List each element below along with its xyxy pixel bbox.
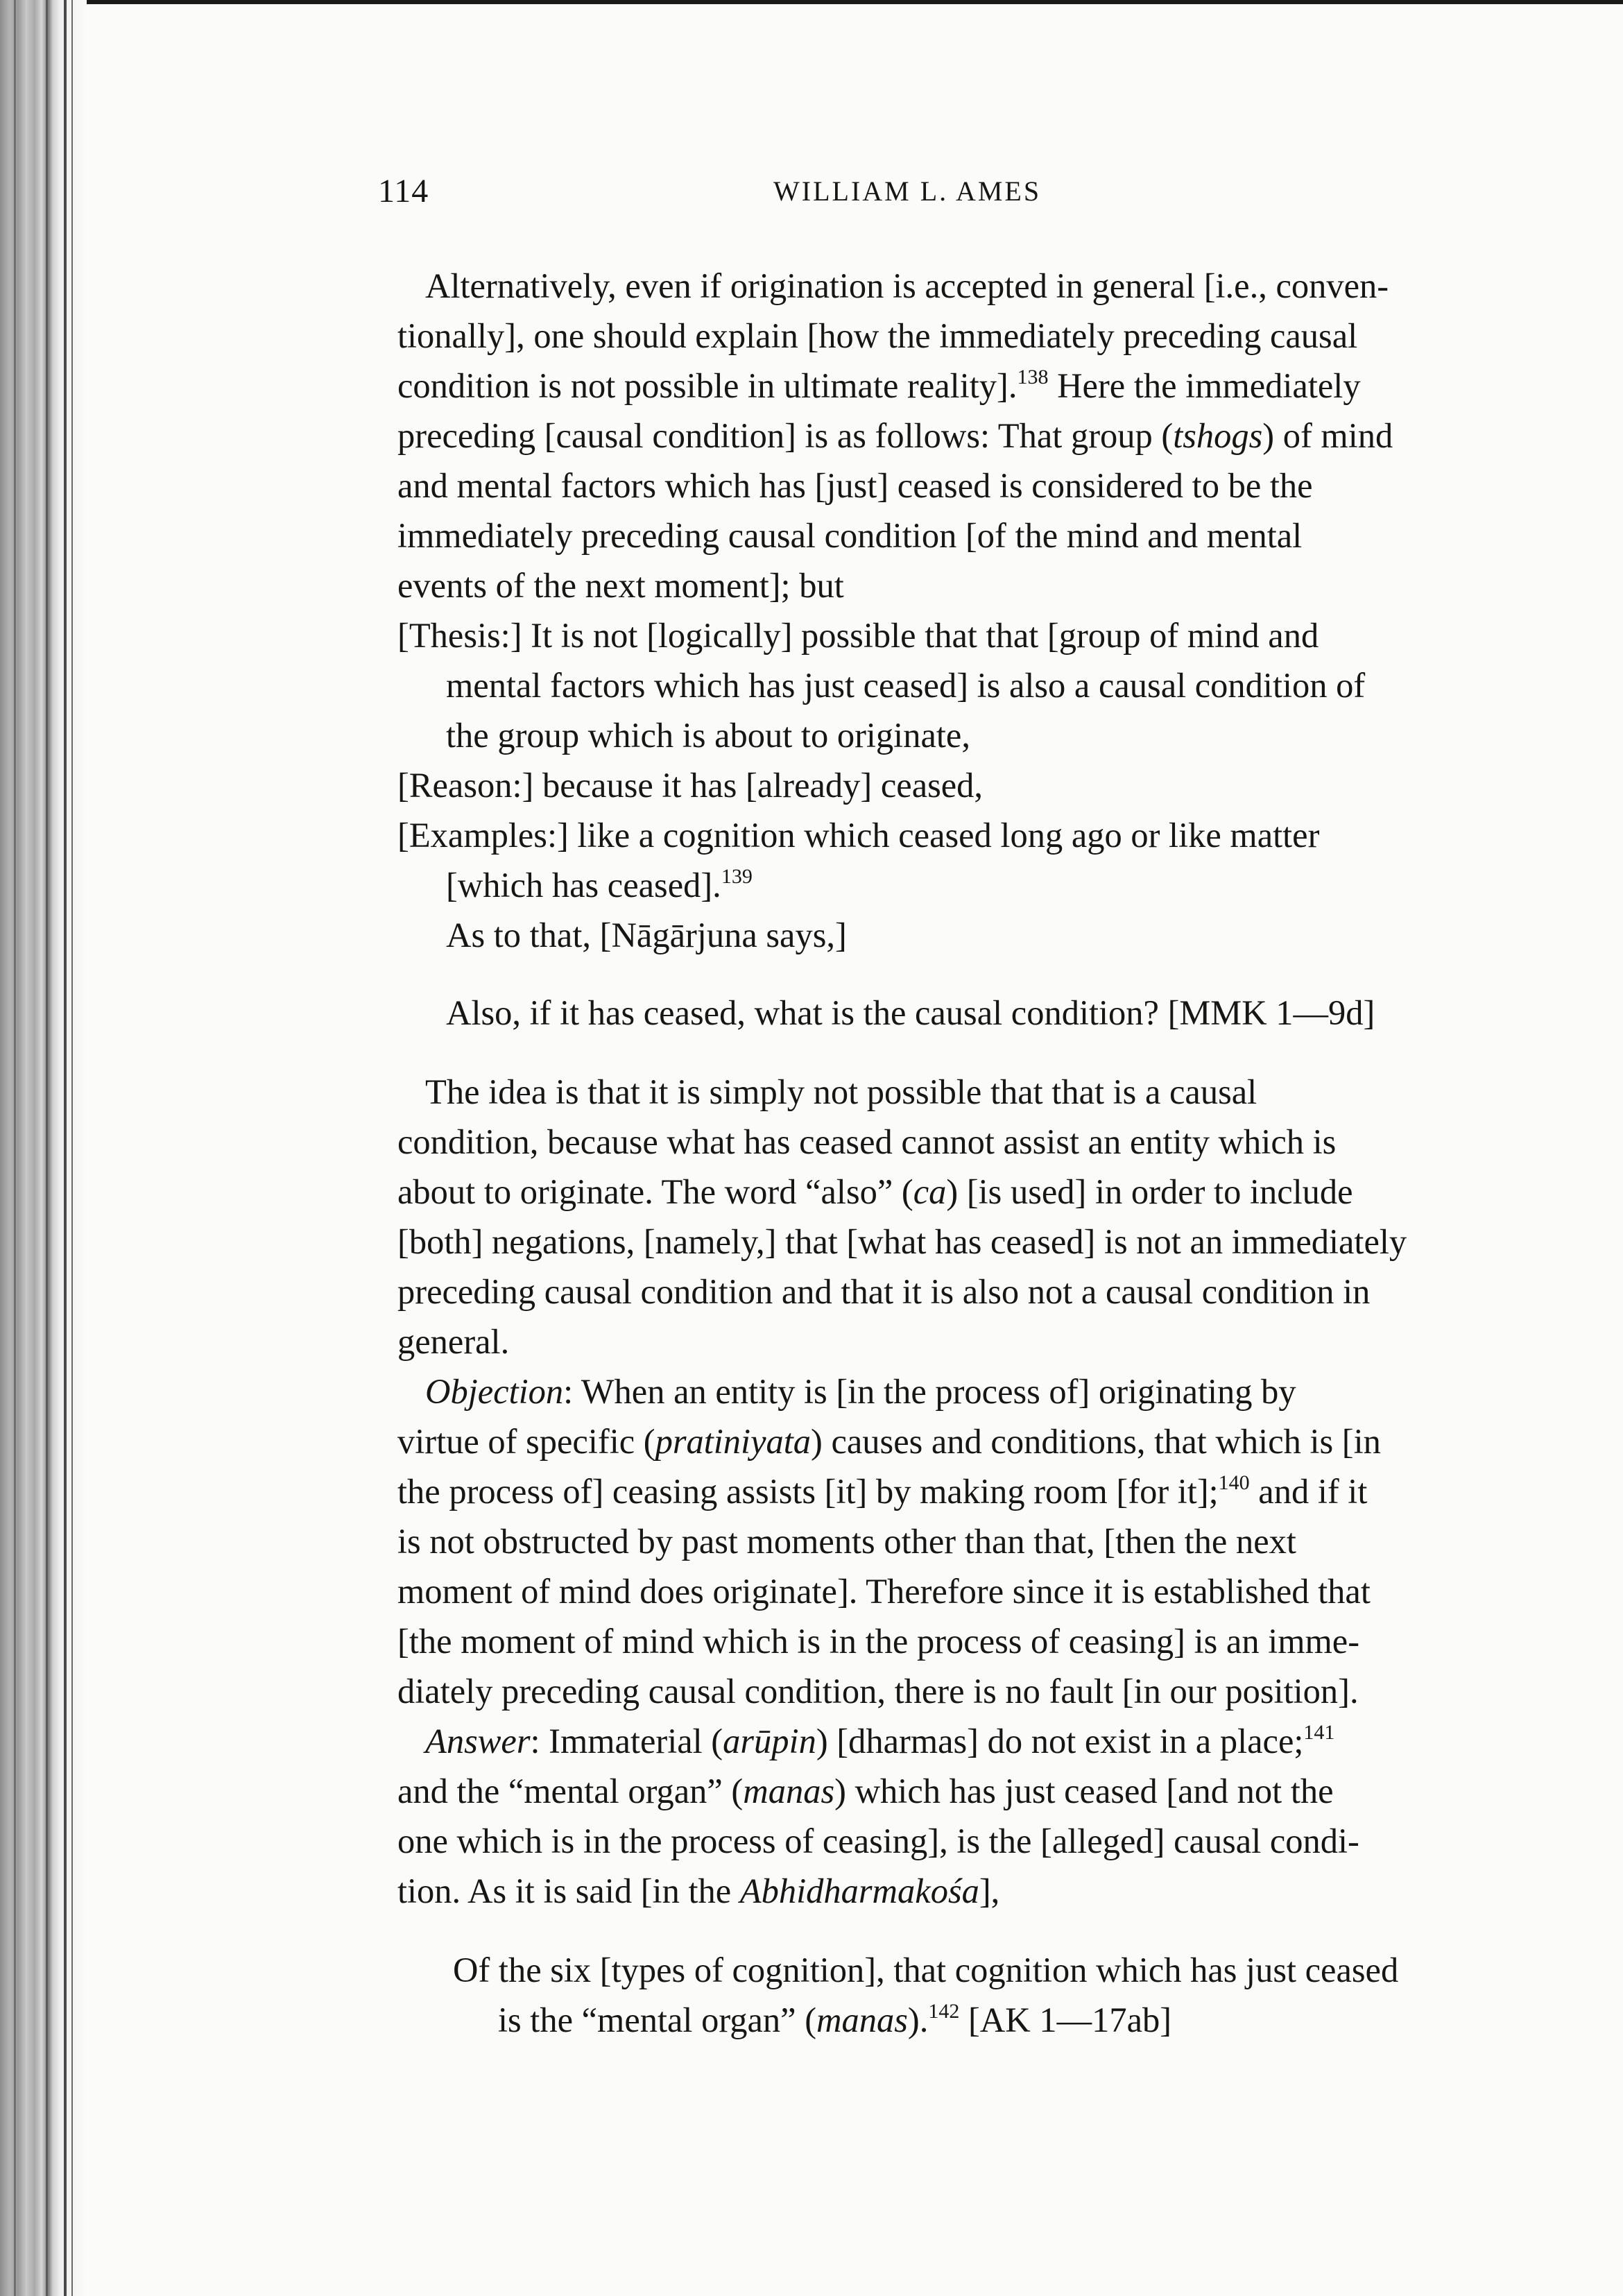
footnote-ref-138: 138 xyxy=(1017,366,1049,388)
text-line: tionally], one should explain [how the immediately preceding causal xyxy=(397,316,1358,355)
binding-line xyxy=(64,0,67,2296)
thesis-line: the group which is about to originate, xyxy=(446,716,970,755)
term-arupin: arūpin xyxy=(723,1722,816,1760)
text-line: is not obstructed by past moments other than that, [then the next xyxy=(397,1522,1296,1561)
term-manas: manas xyxy=(816,2001,908,2039)
text-line: tion. As it is said [in the Abhidharmakośa], xyxy=(397,1871,1000,1910)
page-top-edge xyxy=(0,0,1623,4)
examples-line: [Examples:] like a cognition which ceased long ago or like matter xyxy=(397,816,1320,855)
text-line: [both] negations, [namely,] that [what has ceased] is not an immediately xyxy=(397,1222,1407,1261)
text-line: The idea is that it is simply not possible that that is a causal xyxy=(425,1072,1257,1111)
text-line: condition, because what has ceased cannot assist an entity which is xyxy=(397,1122,1337,1161)
text-line: about to originate. The word “also” (ca) [is used] in order to include xyxy=(397,1172,1353,1211)
text-line: Objection: When an entity is [in the process of] originating by xyxy=(425,1372,1296,1411)
term-tshogs: tshogs xyxy=(1173,416,1263,455)
examples-line: [which has ceased].$^{139}$ xyxy=(446,865,753,905)
text-line: condition is not possible in ultimate reality].$^{138}$ Here the immediately xyxy=(397,366,1361,405)
quote-abhidharmakosa xyxy=(397,1945,1577,2045)
term-abhidharmakosa: Abhidharmakośa xyxy=(739,1871,979,1910)
binding-line xyxy=(46,0,48,2296)
text-line: general. xyxy=(397,1322,510,1361)
quote-line: Of the six [types of cognition], that cognition which has just ceased xyxy=(453,1951,1399,1989)
term-ca: ca xyxy=(913,1172,947,1211)
text-line: events of the next moment]; but xyxy=(397,566,844,605)
quote-line: is the “mental organ” (manas).$^{142}$ [AK 1—17ab] xyxy=(498,2000,1172,2039)
quote-mmk: Also, if it has ceased, what is the causal condition? [MMK 1—9d] xyxy=(446,993,1375,1032)
syllogism xyxy=(397,610,1577,960)
paragraph-objection xyxy=(397,1367,1577,1716)
label-objection: Objection xyxy=(425,1372,564,1411)
reason-line: [Reason:] because it has [already] ceased, xyxy=(397,766,984,805)
text-line: the process of] ceasing assists [it] by making room [for it];$^{140}$ and if it xyxy=(397,1471,1368,1511)
paragraph-answer xyxy=(397,1716,1577,1916)
running-head xyxy=(378,172,1557,221)
text-line: Alternatively, even if origination is accepted in general [i.e., conven- xyxy=(425,266,1389,305)
thesis-line: mental factors which has just ceased] is also a causal condition of xyxy=(446,666,1366,705)
footnote-ref-141: 141 xyxy=(1303,1721,1335,1744)
book-binding-shadow xyxy=(0,0,87,2296)
text-line: and mental factors which has [just] ceased is considered to be the xyxy=(397,466,1313,505)
text-line: and the “mental organ” (manas) which has just ceased [and not the xyxy=(397,1772,1334,1810)
text-line: Answer: Immaterial (arūpin) [dharmas] do not exist in a place;$^{141}$ xyxy=(425,1721,1335,1760)
page-body xyxy=(397,261,1577,2045)
nagarjuna-intro: As to that, [Nāgārjuna says,] xyxy=(446,916,847,954)
paragraph-idea xyxy=(397,1067,1577,1367)
term-pratiniyata: pratiniyata xyxy=(655,1422,812,1461)
text-line: one which is in the process of ceasing], is the [alleged] causal condi- xyxy=(397,1822,1359,1860)
label-answer: Answer xyxy=(425,1722,531,1760)
text-line: [the moment of mind which is in the process of ceasing] is an imme- xyxy=(397,1622,1360,1661)
text-line: moment of mind does originate]. Therefore since it is established that xyxy=(397,1572,1371,1611)
text-line: diately preceding causal condition, there is no fault [in our position]. xyxy=(397,1672,1359,1711)
binding-line xyxy=(71,0,73,2296)
thesis-line: [Thesis:] It is not [logically] possible that that [group of mind and xyxy=(397,616,1319,655)
paragraph-alternatively xyxy=(397,261,1577,610)
text-line: immediately preceding causal condition [of the mind and mental xyxy=(397,516,1303,555)
binding-line xyxy=(14,0,16,2296)
page-number: 114 xyxy=(378,173,429,209)
text-line: preceding [causal condition] is as follows: That group (tshogs) of mind xyxy=(397,416,1393,455)
running-head-author: WILLIAM L. AMES xyxy=(773,175,1042,207)
text-line: virtue of specific (pratiniyata) causes and conditions, that which is [in xyxy=(397,1422,1381,1461)
term-manas: manas xyxy=(743,1772,835,1810)
text-line: preceding causal condition and that it is also not a causal condition in xyxy=(397,1272,1371,1311)
footnote-ref-140: 140 xyxy=(1218,1471,1250,1494)
footnote-ref-139: 139 xyxy=(721,865,753,888)
footnote-ref-142: 142 xyxy=(928,2000,960,2023)
